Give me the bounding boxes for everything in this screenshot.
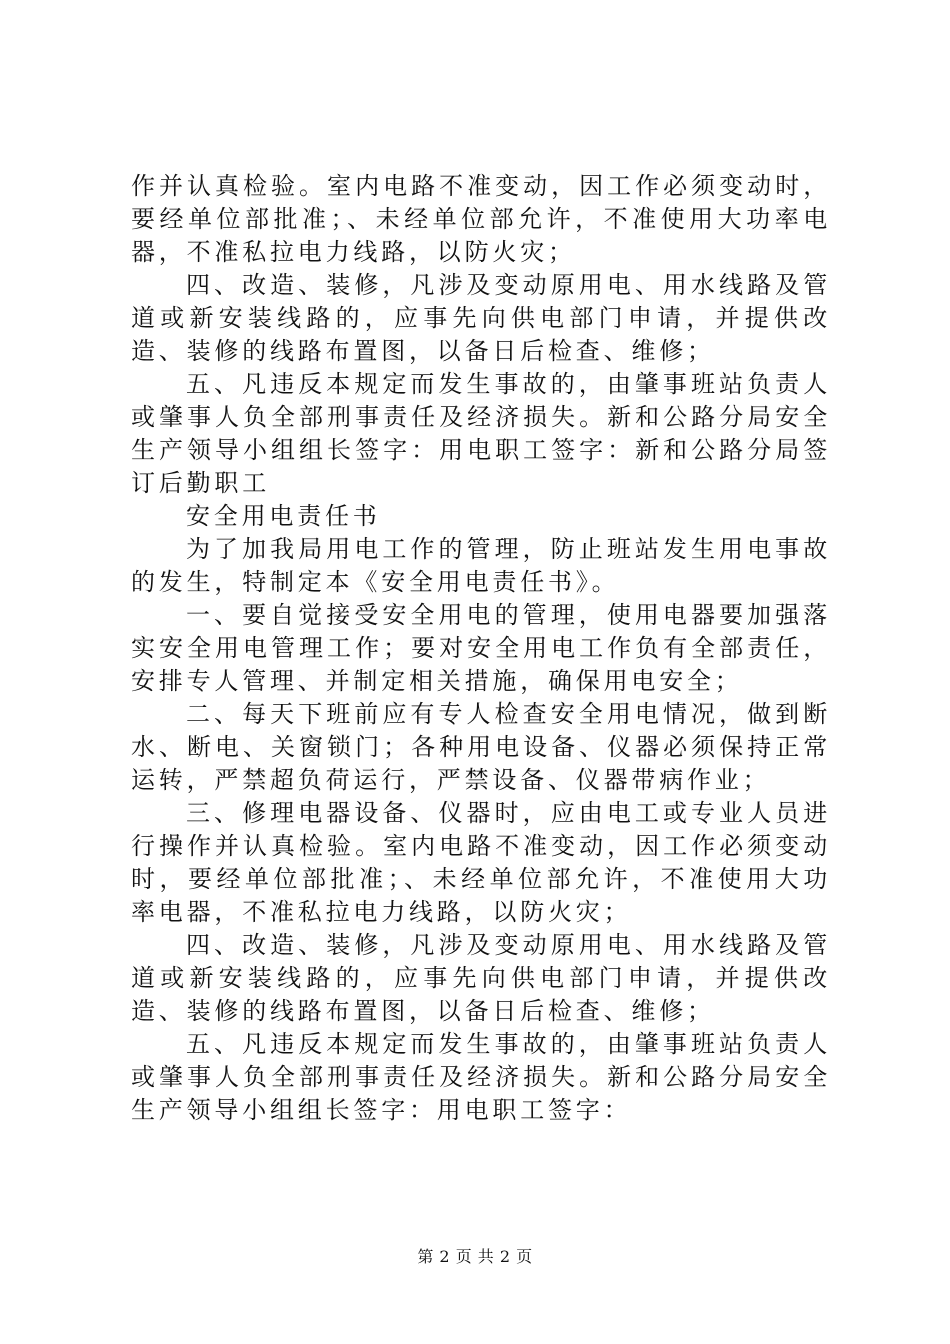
paragraph: 五、凡违反本规定而发生事故的，由肇事班站负责人或肇事人负全部刑事责任及经济损失。新和公路分局安全生产领导小组组长签字：用电职工签字：新和公路分局签订后勤职工 [131, 370, 831, 497]
paragraph: 四、改造、装修，凡涉及变动原用电、用水线路及管道或新安装线路的，应事先向供电部门申请，并提供改造、装修的线路布置图，以备日后检查、维修； [131, 271, 831, 365]
paragraph: 一、要自觉接受安全用电的管理，使用电器要加强落实安全用电管理工作；要对安全用电工作负有全部责任，安排专人管理、并制定相关措施，确保用电安全； [131, 601, 831, 695]
paragraph: 五、凡违反本规定而发生事故的，由肇事班站负责人或肇事人负全部刑事责任及经济损失。新和公路分局安全生产领导小组组长签字：用电职工签字： [131, 1030, 831, 1124]
paragraph: 为了加我局用电工作的管理，防止班站发生用电事故的发生，特制定本《安全用电责任书》。 [131, 535, 831, 596]
paragraph: 三、修理电器设备、仪器时，应由电工或专业人员进行操作并认真检验。室内电路不准变动，因工作必须变动时，要经单位部批准；、未经单位部允许，不准使用大功率电器，不准私拉电力线路，以防火灾； [131, 799, 831, 926]
paragraph: 作并认真检验。室内电路不准变动，因工作必须变动时，要经单位部批准；、未经单位部允许，不准使用大功率电器，不准私拉电力线路，以防火灾； [131, 172, 831, 266]
paragraph: 四、改造、装修，凡涉及变动原用电、用水线路及管道或新安装线路的，应事先向供电部门申请，并提供改造、装修的线路布置图，以备日后检查、维修； [131, 931, 831, 1025]
paragraph: 二、每天下班前应有专人检查安全用电情况，做到断水、断电、关窗锁门；各种用电设备、仪器必须保持正常运转，严禁超负荷运行，严禁设备、仪器带病作业； [131, 700, 831, 794]
section-title: 安全用电责任书 [186, 502, 381, 530]
document-body [131, 170, 831, 1127]
page-number-footer: 第 2 页 共 2 页 [417, 1247, 533, 1266]
